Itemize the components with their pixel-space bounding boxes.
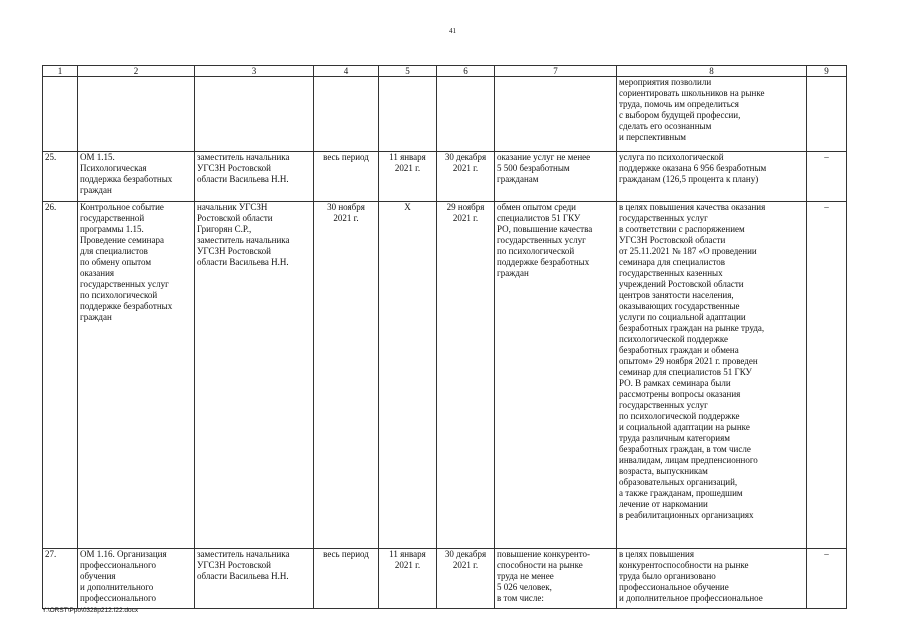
column-number-row xyxy=(43,66,847,77)
column-number: 7 xyxy=(495,66,617,77)
activity-name: ОМ 1.15. Психологическая поддержка безработных граждан xyxy=(78,152,195,202)
report-table xyxy=(42,65,847,609)
planned-result: оказание услуг не менее 5 500 безработным гражданам xyxy=(495,152,617,202)
page-number: 41 xyxy=(449,27,456,35)
row-number: 25. xyxy=(43,152,78,202)
responsible-person: заместитель начальника УГСЗН Ростовской области Васильева Н.Н. xyxy=(195,152,314,202)
column-number: 2 xyxy=(78,66,195,77)
start-date: 11 января 2021 г. xyxy=(379,549,437,609)
notes: – xyxy=(807,152,847,202)
planned-result xyxy=(495,77,617,152)
notes: – xyxy=(807,202,847,549)
actual-result: услуга по психологической поддержке оказана 6 956 безработным гражданам (126,5 процента к плану) xyxy=(617,152,807,202)
responsible-person xyxy=(195,77,314,152)
table-row xyxy=(43,549,847,609)
file-path-footer: Y:\ORST\Ppo\0328p212.f22.docx xyxy=(42,607,139,614)
column-number: 6 xyxy=(437,66,495,77)
activity-name xyxy=(78,77,195,152)
end-date xyxy=(437,77,495,152)
column-number: 3 xyxy=(195,66,314,77)
column-number: 8 xyxy=(617,66,807,77)
column-number: 9 xyxy=(807,66,847,77)
start-date: 11 января 2021 г. xyxy=(379,152,437,202)
notes: – xyxy=(807,549,847,609)
column-number: 4 xyxy=(314,66,379,77)
column-number: 1 xyxy=(43,66,78,77)
table-row xyxy=(43,202,847,549)
actual-result: в целях повышения конкурентоспособности на рынке труда было организовано профессиональное обучение и дополнительное профессиональное xyxy=(617,549,807,609)
activity-name: Контрольное событие государственной программы 1.15. Проведение семинара для специалистов по обмену опытом оказания государственных услуг по психологической поддержке безработных граждан xyxy=(78,202,195,549)
start-date: Х xyxy=(379,202,437,549)
planned-result: обмен опытом среди специалистов 51 ГКУ РО, повышение качества государственных услуг по психологической поддержке безработных граждан xyxy=(495,202,617,549)
row-number: 26. xyxy=(43,202,78,549)
actual-result: в целях повышения качества оказания государственных услуг в соответствии с распоряжением УГСЗН Ростовской области от 25.11.2021 № 187 «О проведении семинара для специалистов государственных казенных учреждений Ростовской области центров занятости населения, оказывающих государственные услуги по социальной адаптации безработных граждан на рынке труда, психологической поддержке безработных граждан и обмена опытом» 29 ноября 2021 г. проведен семинар для специалистов 51 ГКУ РО. В рамках семинара были рассмотрены вопросы оказания государственных услуг по психологической поддержке и социальной адаптации на рынке труда различным категориям безработных граждан, в том числе инвалидам, лицам предпенсионного возраста, выпускникам образовательных организаций, а также гражданам, прошедшим лечение от наркомании в реабилитационных организациях xyxy=(617,202,807,549)
responsible-person: начальник УГСЗН Ростовской области Григорян С.Р., заместитель начальника УГСЗН Ростовской области Васильева Н.Н. xyxy=(195,202,314,549)
table-row xyxy=(43,152,847,202)
column-number: 5 xyxy=(379,66,437,77)
responsible-person: заместитель начальника УГСЗН Ростовской области Васильева Н.Н. xyxy=(195,549,314,609)
table-row xyxy=(43,77,847,152)
planned-result: повышение конкуренто- способности на рынке труда не менее 5 026 человек, в том числе: xyxy=(495,549,617,609)
notes xyxy=(807,77,847,152)
activity-name: ОМ 1.16. Организация профессионального обучения и дополнительного профессионального xyxy=(78,549,195,609)
end-date: 30 декабря 2021 г. xyxy=(437,549,495,609)
plan-date xyxy=(314,77,379,152)
row-number: 27. xyxy=(43,549,78,609)
start-date xyxy=(379,77,437,152)
actual-result: мероприятия позволили сориентировать школьников на рынке труда, помочь им определиться с выбором будущей профессии, сделать его осознанным и перспективным xyxy=(617,77,807,152)
row-number xyxy=(43,77,78,152)
end-date: 29 ноября 2021 г. xyxy=(437,202,495,549)
plan-date: весь период xyxy=(314,152,379,202)
plan-date: весь период xyxy=(314,549,379,609)
plan-date: 30 ноября 2021 г. xyxy=(314,202,379,549)
end-date: 30 декабря 2021 г. xyxy=(437,152,495,202)
